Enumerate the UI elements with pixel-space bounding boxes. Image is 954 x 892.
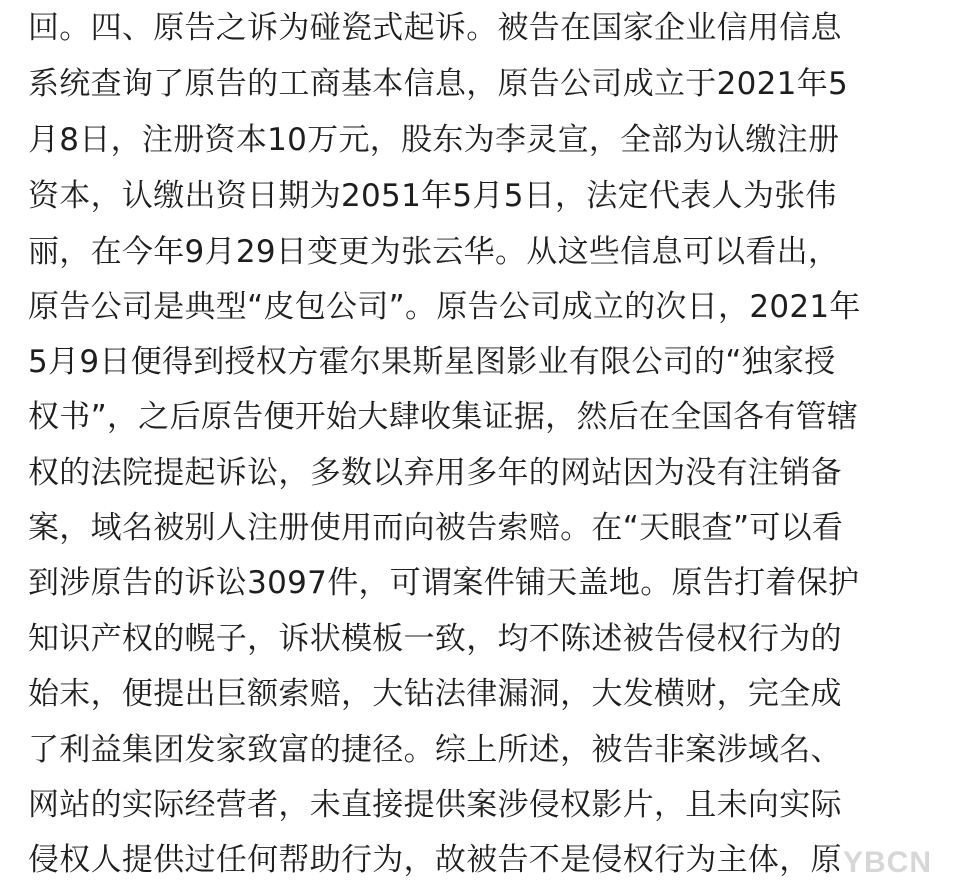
text-line: 到涉原告的诉讼3097件，可谓案件铺天盖地。原告打着保护 bbox=[28, 565, 860, 601]
text-line: 侵权人提供过任何帮助行为，故被告不是侵权行为主体，原 bbox=[28, 842, 842, 878]
text-line: 了利益集团发家致富的捷径。综上所述，被告非案涉域名、 bbox=[28, 732, 842, 768]
watermark-text-cn: CN bbox=[886, 846, 932, 879]
text-line: 丽，在今年9月29日变更为张云华。从这些信息可以看出， bbox=[28, 234, 840, 270]
watermark-text-yb: YB bbox=[842, 846, 887, 879]
text-line: 知识产权的幌子，诉状模板一致，均不陈述被告侵权行为的 bbox=[28, 621, 842, 657]
text-line: 回。四、原告之诉为碰瓷式起诉。被告在国家企业信用信息 bbox=[28, 10, 842, 46]
text-line: 资本，认缴出资日期为2051年5月5日，法定代表人为张伟 bbox=[28, 178, 837, 214]
text-line: 5月9日便得到授权方霍尔果斯星图影业有限公司的“独家授 bbox=[28, 344, 836, 380]
text-line: 月8日，注册资本10万元，股东为李灵宣，全部为认缴注册 bbox=[28, 122, 840, 158]
text-line: 始末，便提出巨额索赔，大钻法律漏洞，大发横财，完全成 bbox=[28, 676, 842, 712]
text-line: 系统查询了原告的工商基本信息，原告公司成立于2021年5 bbox=[28, 66, 849, 102]
text-line: 原告公司是典型“皮包公司”。原告公司成立的次日，2021年 bbox=[28, 289, 861, 325]
text-line: 网站的实际经营者，未直接提供案涉侵权影片，且未向实际 bbox=[28, 787, 842, 823]
text-line: 案，域名被别人注册使用而向被告索赔。在“天眼查”可以看 bbox=[28, 510, 844, 546]
text-line: 权的法院提起诉讼，多数以弃用多年的网站因为没有注销备 bbox=[28, 455, 842, 491]
text-line: 权书”，之后原告便开始大肆收集证据，然后在全国各有管辖 bbox=[28, 399, 859, 435]
watermark-logo bbox=[843, 843, 932, 883]
